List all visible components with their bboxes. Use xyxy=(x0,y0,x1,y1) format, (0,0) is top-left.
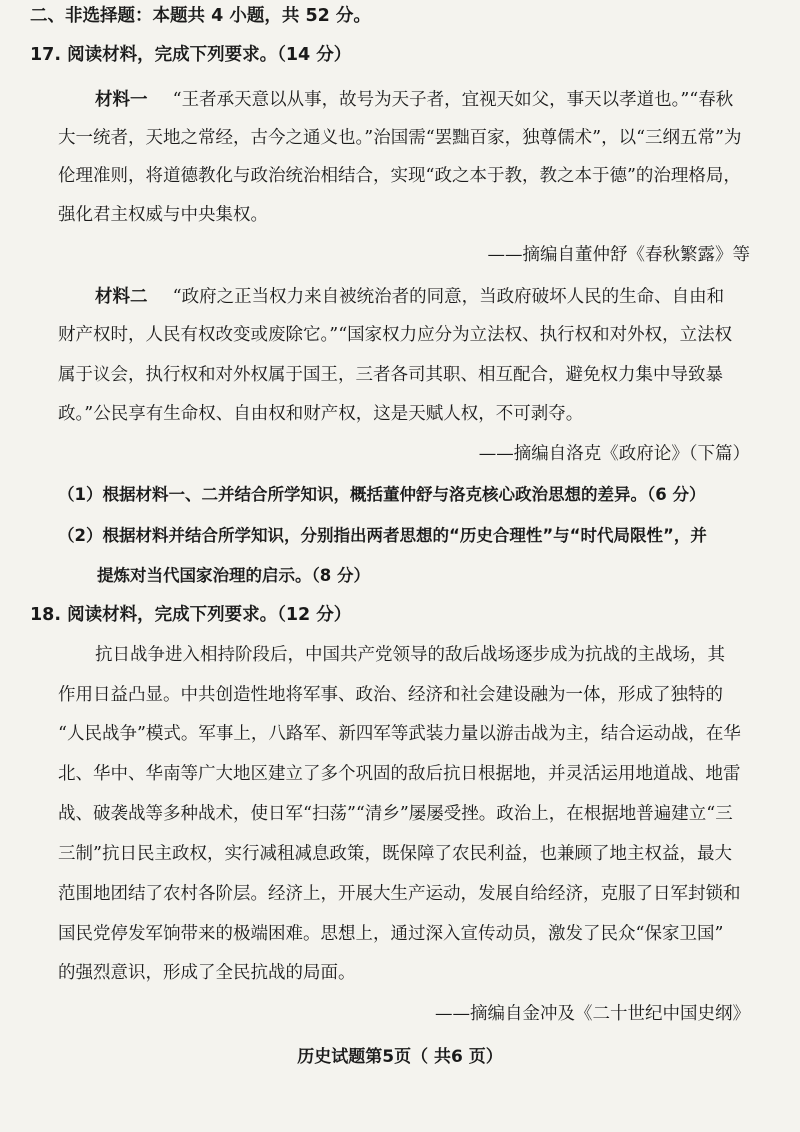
q18-line-5: 战、破袭战等多种战术，使日军“扫荡”“清乡”屡屡受挫。政治上，在根据地普遍建立“三 xyxy=(58,804,733,824)
q18-line-8: 国民党停发军饷带来的极端困难。思想上，通过深入宣传动员，激发了民众“保家卫国” xyxy=(58,924,724,944)
q18-title: 18. 阅读材料，完成下列要求。（12 分） xyxy=(30,605,352,625)
q18-line-1: 抗日战争进入相持阶段后，中国共产党领导的敌后战场逐步成为抗战的主战场，其 xyxy=(95,645,725,665)
q18-line-9: 的强烈意识，形成了全民抗战的局面。 xyxy=(58,963,356,983)
q17-question-2-cont: 提炼对当代国家治理的启示。（8 分） xyxy=(97,566,370,585)
page-footer: 历史试题第5页（ 共6 页） xyxy=(297,1047,503,1067)
q18-line-6: 三制”抗日民主政权，实行减租减息政策，既保障了农民利益，也兼顾了地主权益，最大 xyxy=(58,844,732,864)
q17-material2-source: ——摘编自洛克《政府论》（下篇） xyxy=(478,444,750,464)
q18-source: ——摘编自金冲及《二十世纪中国史纲》 xyxy=(435,1004,750,1024)
q17-material2-line-1 xyxy=(95,285,724,309)
q17-material2-line-4: 政。”公民享有生命权、自由权和财产权，这是天赋人权，不可剥夺。 xyxy=(58,404,584,424)
material1-label: 材料一 xyxy=(95,90,148,110)
q17-question-2: （2）根据材料并结合所学知识，分别指出两者思想的“历史合理性”与“时代局限性”，并 xyxy=(58,526,707,545)
material2-text-1: “政府之正当权力来自被统治者的同意，当政府破坏人民的生命、自由和 xyxy=(172,287,725,307)
q17-material1-line-1 xyxy=(95,88,733,112)
q17-material2-line-2: 财产权时，人民有权改变或废除它。”“国家权力应分为立法权、执行权和对外权，立法权 xyxy=(58,325,733,345)
q18-line-3: “人民战争”模式。军事上，八路军、新四军等武装力量以游击战为主，结合运动战，在华 xyxy=(58,724,741,744)
material1-text-1: “王者承天意以从事，故号为天子者，宜视天如父，事天以孝道也。”“春秋 xyxy=(172,90,734,110)
q17-material1-line-3: 伦理准则，将道德教化与政治统治相结合，实现“政之本于教，教之本于德”的治理格局， xyxy=(58,166,741,186)
q17-material1-source: ——摘编自董仲舒《春秋繁露》等 xyxy=(487,245,750,265)
q17-material1-line-4: 强化君主权威与中央集权。 xyxy=(58,205,268,225)
q18-line-7: 范围地团结了农村各阶层。经济上，开展大生产运动，发展自给经济，克服了日军封锁和 xyxy=(58,884,741,904)
q17-material2-line-3: 属于议会，执行权和对外权属于国王，三者各司其职、相互配合，避免权力集中导致暴 xyxy=(58,365,723,385)
q18-line-4: 北、华中、华南等广大地区建立了多个巩固的敌后抗日根据地，并灵活运用地道战、地雷 xyxy=(58,764,741,784)
q17-question-1: （1）根据材料一、二并结合所学知识，概括董仲舒与洛克核心政治思想的差异。（6 分） xyxy=(58,485,706,504)
q18-line-2: 作用日益凸显。中共创造性地将军事、政治、经济和社会建设融为一体，形成了独特的 xyxy=(58,685,723,705)
q17-title: 17. 阅读材料，完成下列要求。（14 分） xyxy=(30,45,352,65)
section-header: 二、非选择题：本题共 4 小题，共 52 分。 xyxy=(30,6,371,26)
material2-label: 材料二 xyxy=(95,287,148,307)
q17-material1-line-2: 大一统者，天地之常经，古今之通义也。”治国需“罢黜百家，独尊儒术”，以“三纲五常”为 xyxy=(58,128,742,148)
